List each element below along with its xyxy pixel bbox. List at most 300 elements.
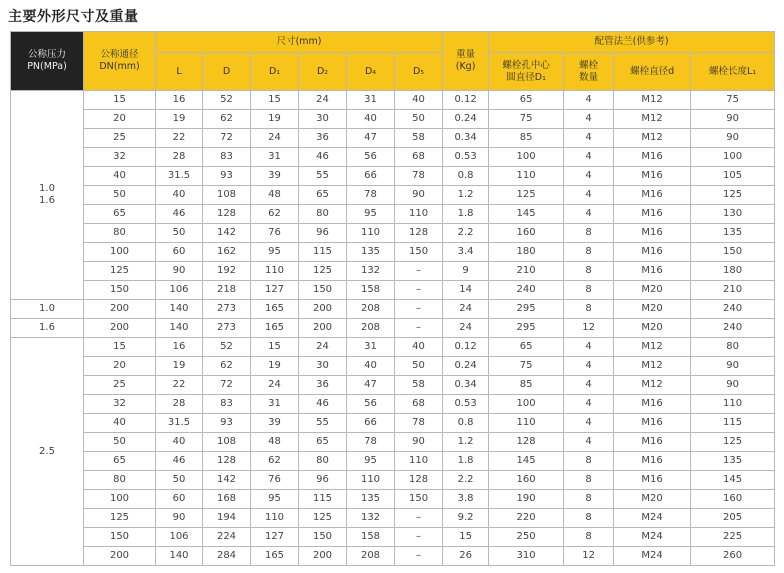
table-cell: 40 [156, 186, 203, 205]
table-cell: 0.12 [443, 338, 489, 357]
table-cell: 150 [299, 281, 347, 300]
table-cell: 2.2 [443, 471, 489, 490]
table-cell: 46 [299, 148, 347, 167]
table-cell: 80 [299, 205, 347, 224]
table-cell: 65 [489, 91, 564, 110]
table-cell: 78 [347, 186, 395, 205]
table-cell: 68 [395, 395, 443, 414]
table-cell: 224 [203, 528, 251, 547]
table-cell: 0.24 [443, 357, 489, 376]
table-cell: 30 [299, 357, 347, 376]
table-cell: 46 [299, 395, 347, 414]
table-cell: 208 [347, 547, 395, 566]
table-cell: 273 [203, 300, 251, 319]
table-cell: 62 [251, 452, 299, 471]
table-cell: 58 [395, 129, 443, 148]
table-row [11, 186, 775, 205]
table-cell: 25 [84, 376, 156, 395]
table-cell: 36 [299, 129, 347, 148]
table-cell: 127 [251, 281, 299, 300]
table-row [11, 281, 775, 300]
table-cell: 125 [84, 509, 156, 528]
table-cell: 39 [251, 414, 299, 433]
table-cell: M16 [614, 262, 691, 281]
pressure-cell: 1.0 1.6 [11, 91, 84, 300]
table-cell: 150 [84, 281, 156, 300]
table-cell: 24 [443, 300, 489, 319]
table-cell: 145 [489, 452, 564, 471]
table-cell: 8 [564, 224, 614, 243]
table-cell: 65 [489, 338, 564, 357]
table-cell: 16 [156, 338, 203, 357]
table-cell: 25 [84, 129, 156, 148]
table-cell: 150 [395, 490, 443, 509]
header-bolt-circle-label: 螺栓孔中心 圆直径D₁ [502, 59, 550, 83]
table-cell: 8 [564, 490, 614, 509]
table-cell: 295 [489, 319, 564, 338]
table-cell: 83 [203, 148, 251, 167]
table-cell: 4 [564, 129, 614, 148]
table-cell: 115 [299, 243, 347, 262]
table-cell: M24 [614, 509, 691, 528]
table-cell: 160 [489, 224, 564, 243]
table-cell: 90 [156, 262, 203, 281]
table-cell: M16 [614, 243, 691, 262]
table-cell: 24 [299, 91, 347, 110]
table-row [11, 433, 775, 452]
table-cell: 90 [691, 110, 775, 129]
table-cell: 65 [299, 186, 347, 205]
table-cell: 140 [156, 300, 203, 319]
table-row [11, 243, 775, 262]
table-cell: 47 [347, 376, 395, 395]
table-cell: 90 [156, 509, 203, 528]
table-cell: 0.24 [443, 110, 489, 129]
table-cell: 110 [489, 167, 564, 186]
table-cell: 36 [299, 376, 347, 395]
table-cell: 80 [84, 224, 156, 243]
table-cell: 93 [203, 414, 251, 433]
table-row [11, 91, 775, 110]
table-cell: 295 [489, 300, 564, 319]
table-cell: 65 [84, 452, 156, 471]
table-cell: 31.5 [156, 167, 203, 186]
header-col-d1: D₁ [251, 53, 299, 91]
table-cell: M20 [614, 300, 691, 319]
table-cell: 20 [84, 110, 156, 129]
table-row [11, 376, 775, 395]
spec-table [10, 31, 775, 566]
table-row [11, 110, 775, 129]
table-cell: 46 [156, 205, 203, 224]
table-cell: 85 [489, 376, 564, 395]
table-cell: 128 [395, 471, 443, 490]
table-cell: 110 [347, 224, 395, 243]
header-col-d: D [203, 53, 251, 91]
header-size-group: 尺寸(mm) [156, 32, 443, 53]
table-cell: 80 [691, 338, 775, 357]
table-cell: 39 [251, 167, 299, 186]
table-cell: 115 [299, 490, 347, 509]
table-cell: 83 [203, 395, 251, 414]
table-cell: 16 [156, 91, 203, 110]
table-cell: 135 [691, 452, 775, 471]
table-cell: M12 [614, 376, 691, 395]
table-cell: 31 [251, 148, 299, 167]
table-cell: 80 [84, 471, 156, 490]
table-cell: 26 [443, 547, 489, 566]
table-cell: M16 [614, 433, 691, 452]
table-cell: 4 [564, 110, 614, 129]
table-cell: 19 [156, 110, 203, 129]
table-cell: 75 [489, 110, 564, 129]
header-dn-label: 公称通径 DN(mm) [99, 49, 140, 72]
table-row [11, 338, 775, 357]
table-cell: 208 [347, 319, 395, 338]
table-cell: 62 [251, 205, 299, 224]
table-cell: M16 [614, 414, 691, 433]
table-cell: M20 [614, 319, 691, 338]
table-cell: 310 [489, 547, 564, 566]
table-cell: 3.8 [443, 490, 489, 509]
table-row [11, 224, 775, 243]
table-cell: 40 [156, 433, 203, 452]
table-cell: M24 [614, 547, 691, 566]
table-cell: 192 [203, 262, 251, 281]
table-cell: 205 [691, 509, 775, 528]
table-cell: 273 [203, 319, 251, 338]
table-cell: 200 [84, 300, 156, 319]
pressure-cell: 1.0 [11, 300, 84, 319]
table-cell: 4 [564, 205, 614, 224]
header-col-l: L [156, 53, 203, 91]
table-cell: 56 [347, 148, 395, 167]
header-dn [84, 32, 156, 91]
table-cell: 4 [564, 376, 614, 395]
table-cell: 65 [84, 205, 156, 224]
table-cell: 1.8 [443, 452, 489, 471]
table-row [11, 262, 775, 281]
table-cell: 62 [203, 110, 251, 129]
table-cell: 60 [156, 243, 203, 262]
table-cell: M12 [614, 91, 691, 110]
header-bolt-diameter: 螺栓直径d [614, 53, 691, 91]
table-cell: 28 [156, 148, 203, 167]
table-cell: 110 [395, 452, 443, 471]
table-row [11, 395, 775, 414]
table-cell: M16 [614, 224, 691, 243]
table-cell: 128 [203, 205, 251, 224]
table-cell: – [395, 262, 443, 281]
table-cell: 32 [84, 395, 156, 414]
page-title: 主要外形尺寸及重量 [8, 9, 139, 25]
table-cell: 0.53 [443, 395, 489, 414]
table-cell: 200 [84, 319, 156, 338]
table-cell: 22 [156, 129, 203, 148]
table-cell: 210 [691, 281, 775, 300]
table-cell: 50 [84, 433, 156, 452]
table-cell: 110 [251, 509, 299, 528]
table-cell: 4 [564, 167, 614, 186]
header-pn [11, 32, 84, 91]
table-cell: 50 [395, 110, 443, 129]
table-cell: 180 [489, 243, 564, 262]
table-cell: – [395, 528, 443, 547]
table-cell: 106 [156, 281, 203, 300]
table-cell: 1.2 [443, 433, 489, 452]
table-cell: 225 [691, 528, 775, 547]
table-cell: 95 [251, 243, 299, 262]
table-cell: M16 [614, 205, 691, 224]
header-bolt-length: 螺栓长度L₁ [691, 53, 775, 91]
table-cell: 52 [203, 91, 251, 110]
table-cell: 165 [251, 319, 299, 338]
table-cell: 260 [691, 547, 775, 566]
pressure-cell: 1.6 [11, 319, 84, 338]
table-cell: 125 [691, 433, 775, 452]
table-cell: 48 [251, 186, 299, 205]
table-cell: 105 [691, 167, 775, 186]
table-cell: 145 [691, 471, 775, 490]
table-cell: 12 [564, 547, 614, 566]
table-cell: 15 [251, 91, 299, 110]
table-cell: 100 [489, 148, 564, 167]
table-cell: 8 [564, 262, 614, 281]
table-cell: 22 [156, 376, 203, 395]
table-cell: 128 [395, 224, 443, 243]
table-cell: 78 [395, 167, 443, 186]
header-col-d5: D₅ [395, 53, 443, 91]
table-cell: 1.2 [443, 186, 489, 205]
table-cell: 240 [691, 300, 775, 319]
table-row [11, 490, 775, 509]
table-cell: 125 [691, 186, 775, 205]
table-cell: 95 [347, 205, 395, 224]
table-cell: 52 [203, 338, 251, 357]
table-row [11, 319, 775, 338]
table-cell: 4 [564, 414, 614, 433]
table-cell: 93 [203, 167, 251, 186]
table-cell: 106 [156, 528, 203, 547]
table-cell: M20 [614, 490, 691, 509]
table-cell: 4 [564, 433, 614, 452]
table-cell: 100 [84, 243, 156, 262]
table-cell: – [395, 281, 443, 300]
table-cell: 90 [691, 129, 775, 148]
table-cell: 28 [156, 395, 203, 414]
table-cell: M12 [614, 110, 691, 129]
table-cell: 75 [489, 357, 564, 376]
table-row [11, 528, 775, 547]
table-cell: 150 [395, 243, 443, 262]
table-cell: 72 [203, 129, 251, 148]
header-col-d4: D₄ [347, 53, 395, 91]
table-cell: M20 [614, 281, 691, 300]
table-cell: 90 [691, 376, 775, 395]
table-cell: 125 [489, 186, 564, 205]
table-cell: 90 [395, 186, 443, 205]
table-cell: M16 [614, 471, 691, 490]
table-row [11, 300, 775, 319]
header-flange-group: 配管法兰(供参考) [489, 32, 775, 53]
table-cell: 132 [347, 509, 395, 528]
table-cell: 165 [251, 300, 299, 319]
table-cell: 19 [251, 110, 299, 129]
table-cell: 135 [347, 243, 395, 262]
table-cell: 0.8 [443, 167, 489, 186]
table-cell: 78 [395, 414, 443, 433]
table-cell: 9 [443, 262, 489, 281]
table-cell: 8 [564, 509, 614, 528]
table-cell: M16 [614, 395, 691, 414]
table-cell: 140 [156, 547, 203, 566]
table-cell: 240 [691, 319, 775, 338]
table-cell: 62 [203, 357, 251, 376]
table-cell: 95 [251, 490, 299, 509]
table-cell: 80 [299, 452, 347, 471]
table-cell: 200 [299, 300, 347, 319]
table-cell: 160 [691, 490, 775, 509]
table-cell: 125 [299, 262, 347, 281]
table-cell: 115 [691, 414, 775, 433]
table-cell: – [395, 547, 443, 566]
table-cell: 0.53 [443, 148, 489, 167]
table-cell: 135 [347, 490, 395, 509]
table-cell: 168 [203, 490, 251, 509]
table-cell: 46 [156, 452, 203, 471]
table-cell: 180 [691, 262, 775, 281]
table-cell: 100 [489, 395, 564, 414]
table-cell: 96 [299, 471, 347, 490]
table-cell: 150 [299, 528, 347, 547]
table-cell: 165 [251, 547, 299, 566]
table-cell: 160 [489, 471, 564, 490]
table-cell: 24 [443, 319, 489, 338]
table-cell: 0.34 [443, 129, 489, 148]
pressure-cell: 2.5 [11, 338, 84, 566]
table-cell: 66 [347, 167, 395, 186]
table-cell: 40 [84, 167, 156, 186]
table-cell: 19 [156, 357, 203, 376]
table-cell: – [395, 509, 443, 528]
table-cell: – [395, 319, 443, 338]
table-cell: 194 [203, 509, 251, 528]
table-cell: 3.4 [443, 243, 489, 262]
table-cell: 31 [251, 395, 299, 414]
table-cell: 0.8 [443, 414, 489, 433]
table-cell: 19 [251, 357, 299, 376]
table-cell: 47 [347, 129, 395, 148]
table-cell: 58 [395, 376, 443, 395]
table-cell: 32 [84, 148, 156, 167]
table-cell: 15 [84, 91, 156, 110]
table-cell: 50 [84, 186, 156, 205]
table-cell: 250 [489, 528, 564, 547]
header-pn-label: 公称压力 PN(MPa) [27, 49, 67, 72]
table-cell: 56 [347, 395, 395, 414]
table-cell: 240 [489, 281, 564, 300]
table-cell: M16 [614, 148, 691, 167]
table-cell: 76 [251, 471, 299, 490]
table-cell: 127 [251, 528, 299, 547]
table-cell: 31 [347, 91, 395, 110]
table-cell: 76 [251, 224, 299, 243]
table-cell: 40 [347, 357, 395, 376]
table-cell: 1.8 [443, 205, 489, 224]
table-cell: 9.2 [443, 509, 489, 528]
table-cell: 4 [564, 186, 614, 205]
table-cell: 284 [203, 547, 251, 566]
table-cell: 75 [691, 91, 775, 110]
table-row [11, 452, 775, 471]
table-cell: 8 [564, 281, 614, 300]
table-cell: 72 [203, 376, 251, 395]
table-cell: 40 [395, 338, 443, 357]
table-cell: 15 [84, 338, 156, 357]
table-cell: 100 [691, 148, 775, 167]
table-cell: 8 [564, 300, 614, 319]
table-cell: 8 [564, 528, 614, 547]
table-cell: 40 [347, 110, 395, 129]
table-cell: 24 [299, 338, 347, 357]
table-cell: 110 [395, 205, 443, 224]
table-cell: 128 [203, 452, 251, 471]
table-cell: 158 [347, 528, 395, 547]
header-col-d2: D₂ [299, 53, 347, 91]
table-cell: 0.34 [443, 376, 489, 395]
table-cell: 0.12 [443, 91, 489, 110]
table-cell: 208 [347, 300, 395, 319]
header-bolt-count-label: 螺栓 数量 [579, 59, 599, 83]
table-cell: 130 [691, 205, 775, 224]
table-cell: 4 [564, 357, 614, 376]
table-cell: 55 [299, 414, 347, 433]
table-cell: 108 [203, 433, 251, 452]
table-cell: 140 [156, 319, 203, 338]
header-weight-label: 重量 (Kg) [455, 49, 476, 72]
table-cell: 125 [84, 262, 156, 281]
header-bolt-count [564, 53, 614, 91]
table-row [11, 205, 775, 224]
table-cell: 31.5 [156, 414, 203, 433]
table-cell: M12 [614, 357, 691, 376]
table-cell: 110 [347, 471, 395, 490]
table-cell: 4 [564, 91, 614, 110]
table-cell: M12 [614, 129, 691, 148]
table-cell: 65 [299, 433, 347, 452]
table-cell: 24 [251, 376, 299, 395]
table-cell: 85 [489, 129, 564, 148]
table-cell: M16 [614, 452, 691, 471]
header-bolt-circle [489, 53, 564, 91]
table-cell: 220 [489, 509, 564, 528]
table-cell: M16 [614, 186, 691, 205]
table-row [11, 357, 775, 376]
table-cell: 50 [395, 357, 443, 376]
header-weight [443, 32, 489, 91]
table-cell: 66 [347, 414, 395, 433]
table-cell: 24 [251, 129, 299, 148]
table-cell: 150 [691, 243, 775, 262]
table-cell: 78 [347, 433, 395, 452]
table-row [11, 414, 775, 433]
table-cell: 210 [489, 262, 564, 281]
table-cell: 50 [156, 471, 203, 490]
table-cell: 218 [203, 281, 251, 300]
table-cell: 200 [299, 547, 347, 566]
table-cell: 14 [443, 281, 489, 300]
table-row [11, 547, 775, 566]
